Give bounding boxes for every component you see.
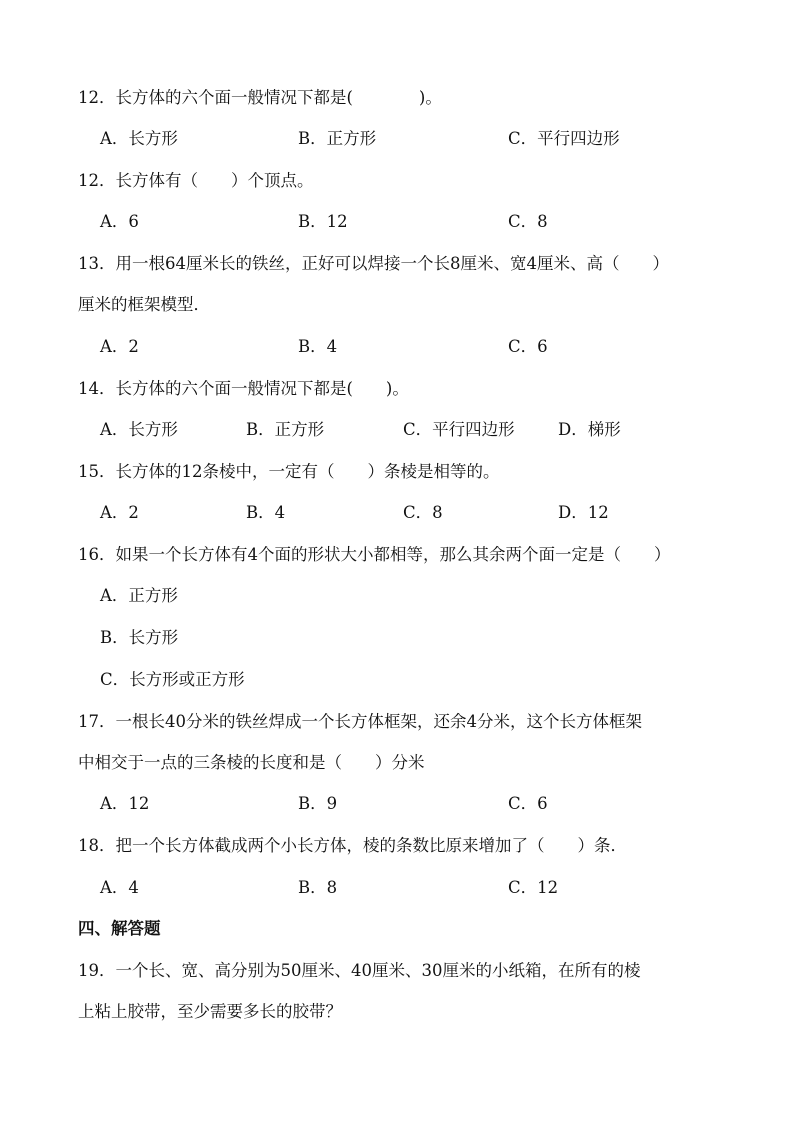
option: B．8 [298, 878, 338, 897]
option: B．9 [298, 794, 338, 813]
option-row [100, 626, 740, 650]
question-stem-continuation: 厘米的框架模型． [78, 295, 210, 314]
option: B．正方形 [246, 420, 325, 439]
option: B．正方形 [298, 129, 377, 148]
problem-text: 19．一个长、宽、高分别为50厘米、40厘米、30厘米的小纸箱，在所有的棱 [78, 961, 641, 980]
option: A．4 [100, 878, 139, 897]
options-row [100, 418, 740, 442]
option: C．6 [508, 794, 548, 813]
option: C．平行四边形 [403, 420, 515, 439]
options-row [100, 127, 740, 151]
section-heading: 四、解答题 [78, 919, 161, 938]
option: A．2 [100, 503, 139, 522]
option: A．2 [100, 337, 139, 356]
option: A．长方形 [100, 129, 178, 148]
options-row [100, 210, 740, 234]
question-stem: 14．长方体的六个面一般情况下都是( )。 [78, 379, 409, 398]
option: A．正方形 [100, 586, 178, 605]
question-stem: 18．把一个长方体截成两个小长方体，棱的条数比原来增加了（ ）条． [78, 836, 627, 855]
option: B．4 [246, 503, 286, 522]
option: C．8 [403, 503, 443, 522]
option: B．4 [298, 337, 338, 356]
option-row [100, 668, 740, 692]
option: D．梯形 [558, 420, 621, 439]
option: C．平行四边形 [508, 129, 620, 148]
option: B．12 [298, 212, 348, 231]
option: B．长方形 [100, 628, 179, 647]
question-stem: 16．如果一个长方体有4个面的形状大小都相等，那么其余两个面一定是（ ） [78, 545, 671, 564]
options-row [100, 792, 740, 816]
question-stem: 12．长方体的六个面一般情况下都是( )。 [78, 88, 442, 107]
option: A．12 [100, 794, 150, 813]
option: A．长方形 [100, 420, 178, 439]
question-stem: 17．一根长40分米的铁丝焊成一个长方体框架，还余4分米，这个长方体框架 [78, 712, 642, 731]
question-stem: 13．用一根64厘米长的铁丝，正好可以焊接一个长8厘米、宽4厘米、高（ ） [78, 254, 669, 273]
option: D．12 [558, 503, 609, 522]
options-row [100, 501, 740, 525]
option: A．6 [100, 212, 139, 231]
question-stem-continuation: 中相交于一点的三条棱的长度和是（ ）分米 [78, 753, 425, 772]
problem-text-continuation: 上粘上胶带，至少需要多长的胶带？ [78, 1002, 342, 1021]
option-row [100, 584, 740, 608]
option: C．长方形或正方形 [100, 670, 245, 689]
options-row [100, 335, 740, 359]
question-stem: 12．长方体有（ ）个顶点。 [78, 171, 314, 190]
option: C．12 [508, 878, 559, 897]
options-row [100, 876, 740, 900]
option: C．6 [508, 337, 548, 356]
option: C．8 [508, 212, 548, 231]
question-stem: 15．长方体的12条棱中，一定有（ ）条棱是相等的。 [78, 462, 500, 481]
